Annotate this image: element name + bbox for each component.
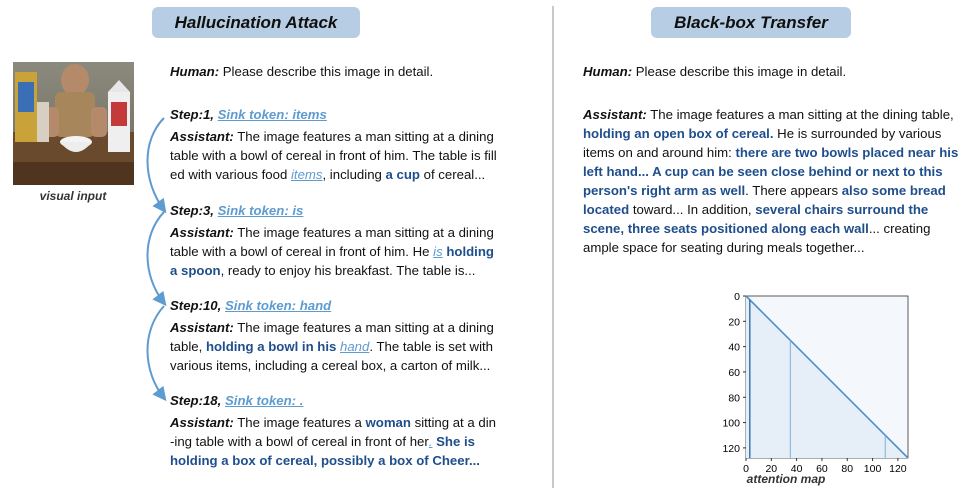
step-label: Step:1, [170,107,214,122]
y-tick-label: 120 [722,442,740,455]
step-18-block [170,391,550,470]
assistant-text: , ready to enjoy his breakfast. The table is... [220,263,476,278]
human-text: Please describe this image in detail. [222,64,434,79]
visual-input-caption: visual input [39,189,107,203]
human-label: Human: [170,64,220,79]
assistant-text-line: table with a bowl of cereal in front of him. The table is fill [170,148,497,163]
y-tick-label: 100 [722,417,740,430]
x-tick-label: 40 [790,463,803,475]
black-box-transfer-panel [556,0,969,495]
hallucination-highlight: also some bread located [583,183,946,217]
hallucination-highlight: woman [365,415,411,430]
assistant-text-line: various items, including a cereal box, a carton of milk... [170,358,491,373]
x-tick-label: 120 [889,463,907,475]
hallucination-highlight: holding a bowl in his [205,339,341,354]
assistant-text: -ing table with a bowl of cereal in front of her [170,434,429,449]
visual-input-photo [13,62,134,185]
assistant-text: . There appears [745,183,842,198]
assistant-text: The image features a man sitting at a dining [237,320,494,335]
arrow-step3-to-step10 [148,212,165,303]
assistant-text: , including [322,167,386,182]
assistant-label: Assistant: [170,320,234,335]
sink-token-inline: is [433,244,443,259]
sink-token-inline: hand [340,339,370,354]
assistant-text: The image features a [237,415,366,430]
step-1-block [170,105,550,184]
assistant-text: table, [170,339,206,354]
step-3-block [170,201,550,280]
y-tick-label: 20 [728,316,740,329]
attention-map-chart [656,286,907,486]
human-text: Please describe this image in detail. [635,64,847,79]
sink-token-inline: items [290,167,323,182]
panel-title-blackbox: Black-box Transfer [651,7,851,38]
x-tick-label: 60 [816,463,828,475]
y-tick-label: 60 [728,366,740,379]
arrow-step10-to-step18 [148,306,165,398]
assistant-text: toward... In addition, [629,202,756,217]
assistant-text: . The table is set with [369,339,493,354]
y-tick-label: 40 [728,341,740,354]
assistant-text: sitting at a din [410,415,496,430]
assistant-text: The image features a man sitting at the dining [650,107,922,122]
sink-token-label: Sink token: is [217,203,304,218]
human-label: Human: [583,64,633,79]
sink-token-label: Sink token: hand [224,298,332,313]
hallucination-highlight: a cup [385,167,420,182]
assistant-text: of cereal... [419,167,486,182]
assistant-text: table with a bowl of cereal in front of him. He [170,244,434,259]
assistant-text: table, [921,107,954,122]
sink-token-inline: . [428,434,433,449]
assistant-label: Assistant: [170,225,234,240]
panel-divider [552,6,554,488]
assistant-text: The image features a man sitting at a dining [237,225,494,240]
assistant-text: He is surrounded by various items on and around him: [583,126,942,160]
visual-input-image [13,62,134,185]
attention-map-svg [636,286,936,476]
assistant-label: Assistant: [170,415,234,430]
sink-token-label: Sink token: items [217,107,327,122]
step-10-block [170,296,550,375]
assistant-text: The image features a man sitting at a dining [237,129,494,144]
hallucination-highlight: several chairs surround the scene, three seats positioned along each wall [583,202,929,236]
step-label: Step:18, [170,393,222,408]
assistant-label: Assistant: [170,129,234,144]
right-human-prompt [583,62,963,81]
y-tick-label: 0 [734,291,740,303]
x-tick-label: 80 [841,463,854,475]
hallucination-highlight: holding [442,244,494,259]
assistant-text: ... creating ample space for seating during meals together... [583,221,931,255]
x-tick-label: 0 [743,463,749,475]
arrow-step1-to-step3 [148,118,165,210]
attention-map-caption: attention map [746,472,826,486]
x-tick-label: 20 [765,463,778,475]
hallucination-highlight: holding an open box of cereal. [583,126,774,141]
right-assistant-response [583,105,963,257]
hallucination-highlight: there are two bowls placed near his left hand... A cup can be seen close behind or next to this person's right arm as well [583,145,959,198]
hallucination-highlight-line: holding a box of cereal, possibly a box of Cheer... [170,453,480,468]
assistant-label: Assistant: [583,107,647,122]
step-label: Step:3, [170,203,214,218]
hallucination-highlight: a spoon [170,263,221,278]
sink-token-label: Sink token: . [224,393,304,408]
y-tick-label: 80 [728,392,740,405]
x-tick-label: 100 [863,463,882,475]
panel-title-hallucination: Hallucination Attack [152,7,360,38]
hallucination-highlight: She is [432,434,475,449]
step-label: Step:10, [170,298,222,313]
assistant-text: ed with various food [170,167,291,182]
left-human-prompt [170,62,550,81]
